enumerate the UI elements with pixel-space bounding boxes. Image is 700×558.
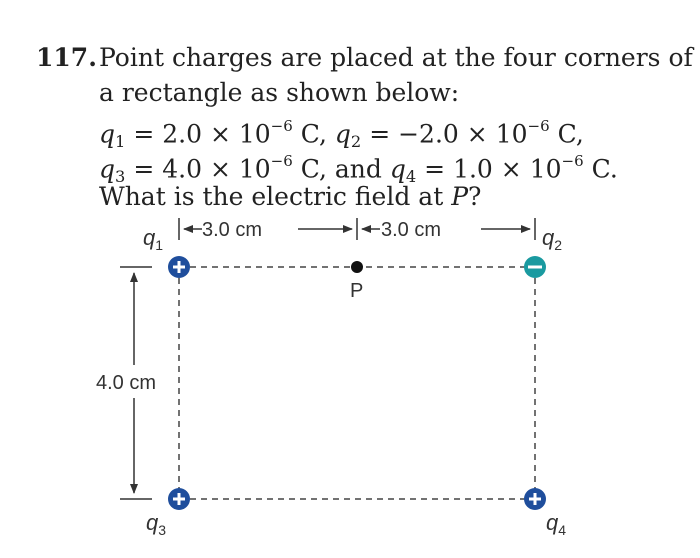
dim-label-right: 3.0 cm: [381, 219, 442, 241]
q2-unit: C: [557, 119, 576, 149]
equals-sign: =: [369, 119, 391, 149]
q2-label-index: 2: [554, 237, 563, 253]
charge-values-line-2: $q_3 = 4.0 \times 10^{-6}$ C, and $q_4 = 1.0 \times 10^{-6}$ C.: [99, 152, 618, 187]
q1-index: 1: [115, 132, 126, 152]
q4-label: [546, 510, 566, 538]
q3-symbol: q: [99, 154, 116, 184]
problem-text-line-2: a rectangle as shown below:: [99, 78, 460, 107]
times-sign: ×: [466, 119, 488, 149]
q4-exponent: −6: [561, 152, 584, 170]
q3-value: 4.0: [162, 154, 202, 184]
point-p-dot: [351, 261, 363, 273]
q1-label-symbol: q: [143, 225, 156, 250]
q2-value: −2.0: [398, 119, 459, 149]
question-point: P: [451, 182, 469, 211]
q1-exponent: −6: [270, 117, 293, 135]
times-sign: ×: [209, 154, 231, 184]
equals-sign: =: [133, 119, 155, 149]
q3-label-index: 3: [158, 522, 167, 538]
q4-unit: C: [591, 154, 610, 184]
q3-exponent: −6: [270, 152, 293, 170]
q1-label-index: 1: [155, 237, 164, 253]
q3-index: 3: [115, 167, 126, 187]
and-word: and: [334, 154, 382, 184]
q2-index: 2: [350, 132, 362, 152]
q3-label-symbol: q: [146, 510, 159, 535]
q4-label-symbol: q: [546, 510, 559, 535]
dim-label-left: 3.0 cm: [202, 219, 263, 241]
q2-label: [542, 225, 562, 253]
charge-q1-positive: [168, 256, 190, 278]
ten: 10: [529, 154, 562, 184]
charge-values-line-1: $q_1 = 2.0 \times 10^{-6}$ C, $q_2 = -2.0 \times 10^{-6}$ C,: [99, 117, 584, 152]
charge-q4-positive: [524, 488, 546, 510]
problem-number-suffix: .: [88, 43, 97, 72]
times-sign: ×: [209, 119, 231, 149]
q4-value: 1.0: [453, 154, 493, 184]
q1-unit: C: [300, 119, 319, 149]
problem-text-line-1: Point charges are placed at the four corners of: [99, 43, 693, 72]
q4-symbol: q: [389, 154, 406, 184]
question-suffix: ?: [468, 182, 482, 211]
q4-index: 4: [405, 167, 417, 187]
charge-q2-negative: [524, 256, 546, 278]
problem-number-value: 117: [36, 43, 89, 72]
q2-exponent: −6: [527, 117, 550, 135]
side-dim-label: 4.0 cm: [96, 372, 157, 394]
equals-sign: =: [133, 154, 155, 184]
ten: 10: [495, 119, 528, 149]
q3-unit: C: [300, 154, 319, 184]
ten: 10: [238, 154, 271, 184]
question-prefix: What is the electric field at: [99, 182, 452, 211]
q1-symbol: q: [99, 119, 116, 149]
equals-sign: =: [424, 154, 446, 184]
q1-label: [143, 225, 163, 253]
times-sign: ×: [500, 154, 522, 184]
q2-symbol: q: [334, 119, 351, 149]
q3-label: [146, 510, 166, 538]
ten: 10: [238, 119, 271, 149]
q4-label-index: 4: [558, 522, 567, 538]
q1-value: 2.0: [162, 119, 202, 149]
charge-q3-positive: [168, 488, 190, 510]
point-p-label: P: [350, 280, 364, 302]
q2-label-symbol: q: [542, 225, 555, 250]
